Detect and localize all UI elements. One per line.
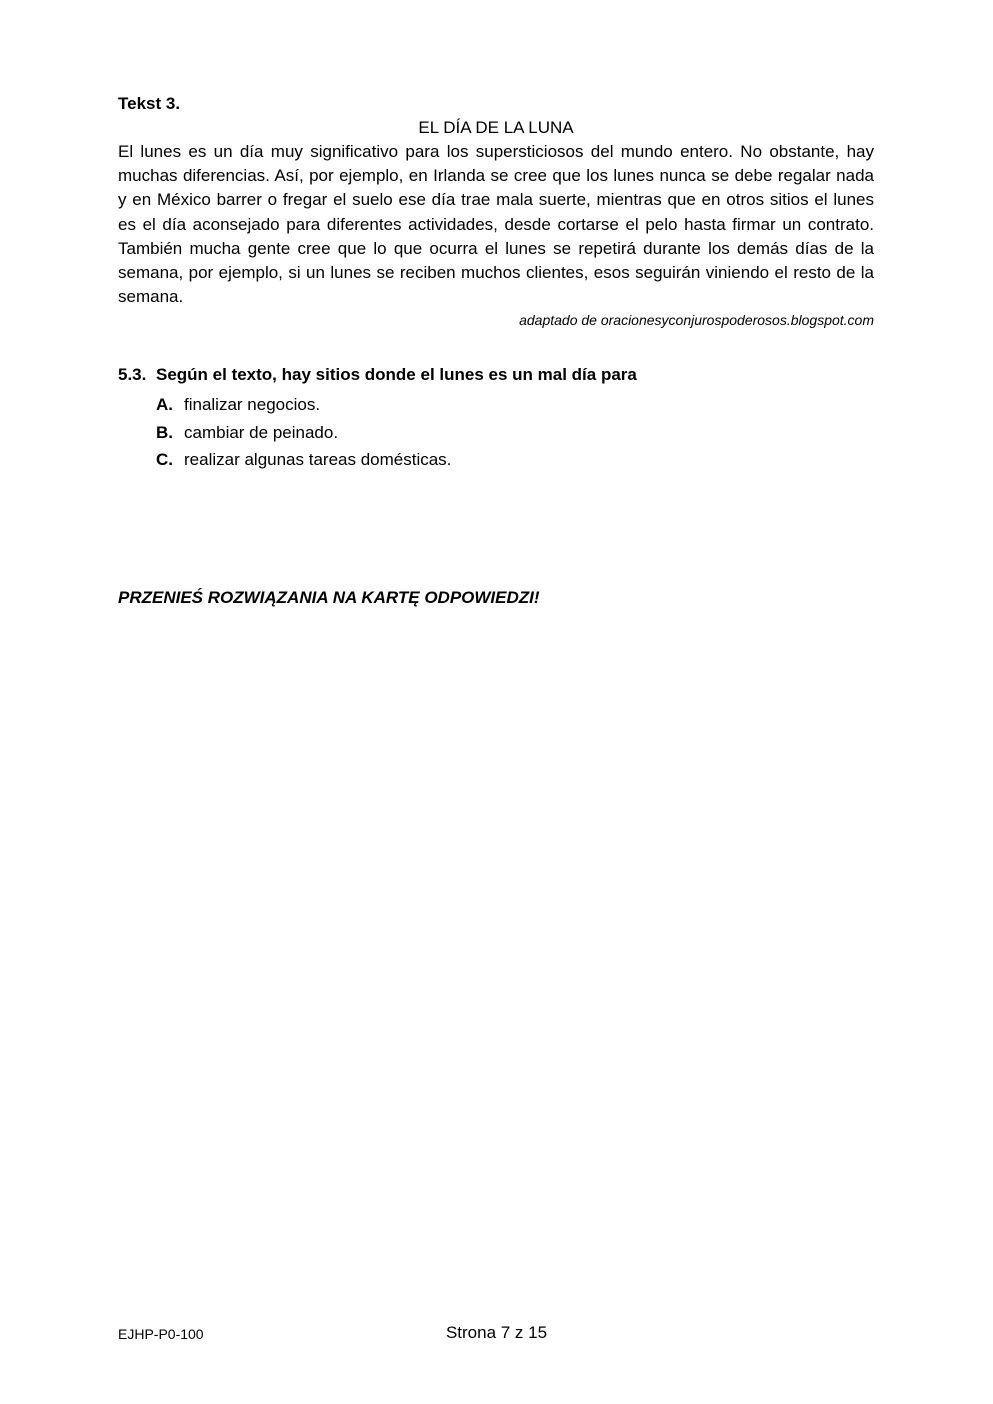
text-label: Tekst 3.: [118, 94, 181, 113]
answer-option-b: [156, 419, 874, 447]
option-text: cambiar de peinado.: [184, 422, 339, 442]
question: [118, 363, 874, 387]
article-title: EL DÍA DE LA LUNA: [418, 118, 574, 137]
source-citation: adaptado de oracionesyconjurospoderosos.blogspot.com: [519, 312, 874, 329]
answer-options: [156, 391, 874, 474]
question-number: 5.3.: [118, 365, 147, 385]
option-text: realizar algunas tareas domésticas.: [184, 450, 452, 470]
option-letter: B.: [156, 422, 173, 442]
answer-option-c: [156, 446, 874, 474]
exam-page-content: [118, 92, 874, 474]
page-number: Strona 7 z 15: [445, 1323, 548, 1342]
option-letter: A.: [156, 395, 173, 415]
transfer-answers-note: PRZENIEŚ ROZWIĄZANIA NA KARTĘ ODPOWIEDZI!: [118, 588, 540, 607]
answer-option-a: [156, 391, 874, 419]
exam-code: EJHP-P0-100: [118, 1326, 204, 1342]
question-text: Según el texto, hay sitios donde el lunes es un mal día para: [156, 365, 637, 385]
option-text: finalizar negocios.: [184, 395, 321, 415]
option-letter: C.: [156, 450, 173, 470]
article-body: El lunes es un día muy significativo para los supersticiosos del mundo entero. No obstante, hay muchas diferencias. Así, por ejemplo, en Irlanda se cree que los lunes nunca se debe regalar nada y en México barrer o fregar el suelo ese día trae mala suerte, mientras que en otros sitios el lunes es el día aconsejado para diferentes actividades, desde cortarse el pelo hasta firmar un contrato. También mucha gente cree que lo que ocurra el lunes se repetirá durante los demás días de la semana, por ejemplo, si un lunes se reciben muchos clientes, esos seguirán viniendo el resto de la semana.: [118, 142, 874, 307]
